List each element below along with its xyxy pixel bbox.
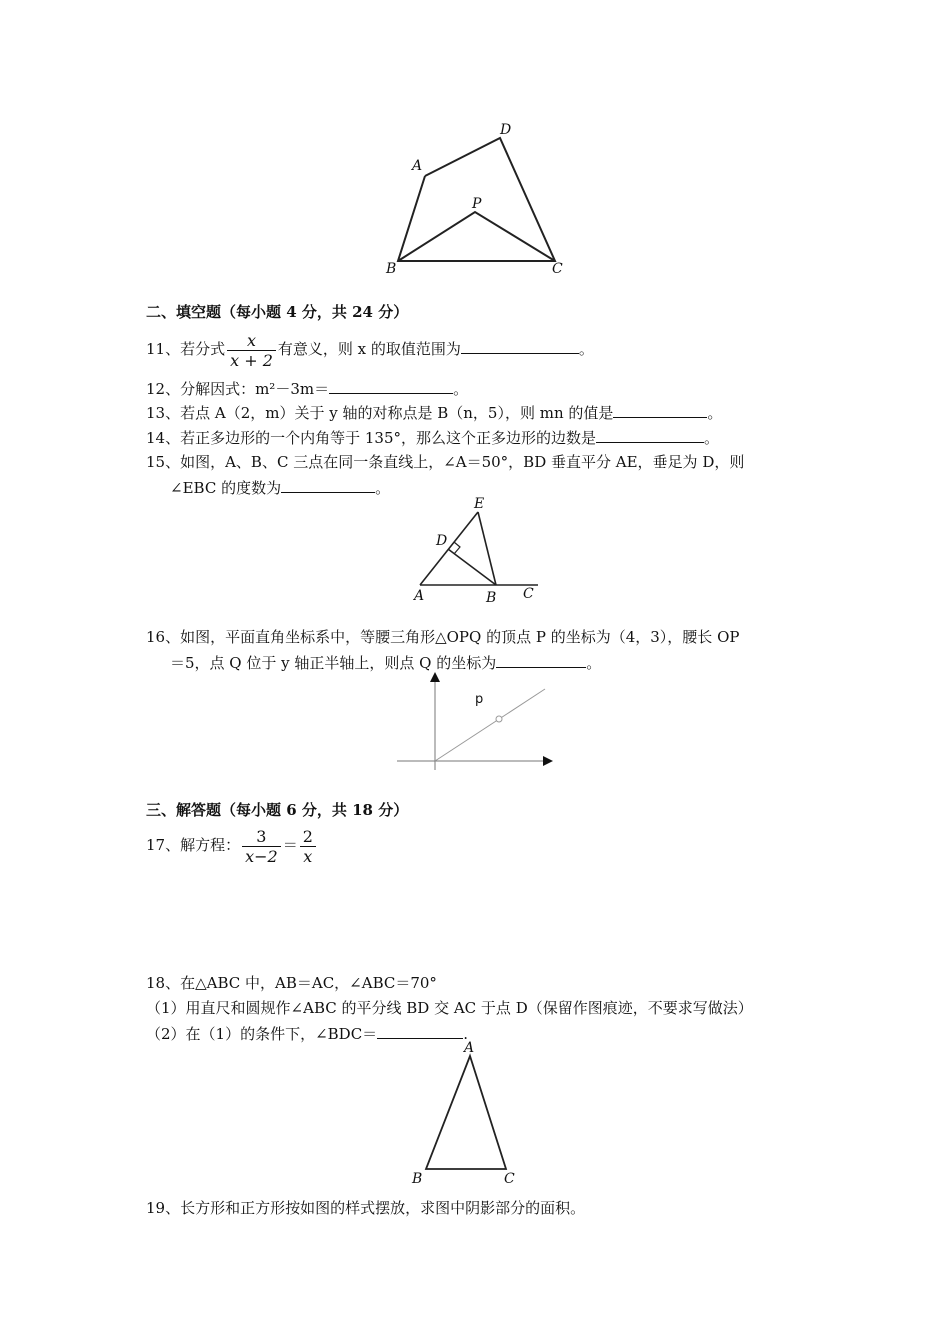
question-19: 19、长方形和正方形按如图的样式摆放，求图中阴影部分的面积。 xyxy=(146,1199,586,1217)
figure-18-triangle xyxy=(408,1040,528,1190)
q17-equals: ＝ xyxy=(282,836,298,854)
q11-suffix: 有意义，则 x 的取值范围为 xyxy=(277,340,461,358)
triangle-abc xyxy=(426,1056,506,1169)
q11-numerator: x xyxy=(227,331,276,351)
label-a: A xyxy=(414,588,425,604)
question-12 xyxy=(146,378,468,399)
q16-end: 。 xyxy=(586,654,602,672)
question-15-line-1: 15、如图，A、B、C 三点在同一条直线上，∠A＝50°，BD 垂直平分 AE，垂足为 D，则 xyxy=(146,453,745,471)
ray-op xyxy=(435,689,545,761)
q13-end: 。 xyxy=(707,404,723,422)
quadrilateral-figure xyxy=(380,118,580,278)
q16-answer-blank[interactable] xyxy=(496,652,586,668)
q17-left-fraction xyxy=(242,827,281,866)
q17-right-numerator: 2 xyxy=(300,827,316,847)
section-3-heading: 三、解答题（每小题 6 分，共 18 分） xyxy=(146,801,409,819)
q13-answer-blank[interactable] xyxy=(613,402,707,418)
question-18-line-2: （1）用直尺和圆规作∠ABC 的平分线 BD 交 AC 于点 D（保留作图痕迹，不要求写做法） xyxy=(146,999,753,1017)
q11-fraction xyxy=(227,331,276,370)
label-p: P xyxy=(472,196,482,212)
q17-right-fraction xyxy=(300,827,316,866)
q14-answer-blank[interactable] xyxy=(596,427,704,443)
question-17 xyxy=(146,823,318,867)
right-angle-mark xyxy=(454,542,460,554)
question-18-line-1: 18、在△ABC 中，AB＝AC，∠ABC＝70° xyxy=(146,974,437,992)
question-16-line-1: 16、如图，平面直角坐标系中，等腰三角形△OPQ 的顶点 P 的坐标为（4，3），腰长 OP xyxy=(146,628,740,646)
q11-end: 。 xyxy=(578,340,594,358)
label-a: A xyxy=(412,158,423,174)
q11-prefix: 11、若分式 xyxy=(146,340,226,358)
q11-answer-blank[interactable] xyxy=(461,338,579,354)
question-11 xyxy=(146,327,594,371)
label-d: D xyxy=(436,533,448,549)
q12-end: 。 xyxy=(453,380,469,398)
question-13 xyxy=(146,402,722,423)
triangle-bpc xyxy=(398,212,555,261)
y-axis-arrow xyxy=(430,672,440,682)
label-c: C xyxy=(552,261,563,277)
label-d: D xyxy=(500,122,512,138)
point-p xyxy=(496,716,502,722)
label-b: B xyxy=(486,590,497,604)
figure-16-coordinate-plane xyxy=(395,670,560,775)
label-b: B xyxy=(386,261,397,277)
q18-end: . xyxy=(463,1025,468,1043)
q14-end: 。 xyxy=(704,429,720,447)
question-14 xyxy=(146,427,719,448)
q11-denominator: x + 2 xyxy=(230,350,273,370)
q17-left-denominator: x−2 xyxy=(245,846,278,866)
q12-text: 12、分解因式：m²－3m＝ xyxy=(146,380,330,398)
x-axis-arrow xyxy=(543,756,553,766)
figure-15 xyxy=(410,494,550,604)
q14-text: 14、若正多边形的一个内角等于 135°，那么这个正多边形的边数是 xyxy=(146,429,596,447)
q17-right-denominator: x xyxy=(303,846,313,866)
q18-line3-text: （2）在（1）的条件下，∠BDC＝ xyxy=(146,1025,378,1043)
label-e: E xyxy=(474,496,485,512)
q17-left-numerator: 3 xyxy=(242,827,281,847)
label-c: C xyxy=(523,586,534,602)
section-2-heading: 二、填空题（每小题 4 分，共 24 分） xyxy=(146,303,409,321)
q16-line2-text: ＝5，点 Q 位于 y 轴正半轴上，则点 Q 的坐标为 xyxy=(170,654,497,672)
q15-answer-blank[interactable] xyxy=(281,477,375,493)
q12-answer-blank[interactable] xyxy=(329,378,453,394)
label-b: B xyxy=(412,1171,423,1187)
segment-ae xyxy=(420,512,478,585)
q15-end: 。 xyxy=(375,479,391,497)
q18-answer-blank[interactable] xyxy=(377,1023,463,1039)
question-15-line-2 xyxy=(170,477,390,498)
q13-text: 13、若点 A（2，m）关于 y 轴的对称点是 B（n，5），则 mn 的值是 xyxy=(146,404,614,422)
label-c: C xyxy=(504,1171,515,1187)
q15-line2-text: ∠EBC 的度数为 xyxy=(170,479,282,497)
q17-prefix: 17、解方程： xyxy=(146,836,241,854)
label-a: A xyxy=(464,1040,475,1056)
label-p: p xyxy=(475,692,484,707)
